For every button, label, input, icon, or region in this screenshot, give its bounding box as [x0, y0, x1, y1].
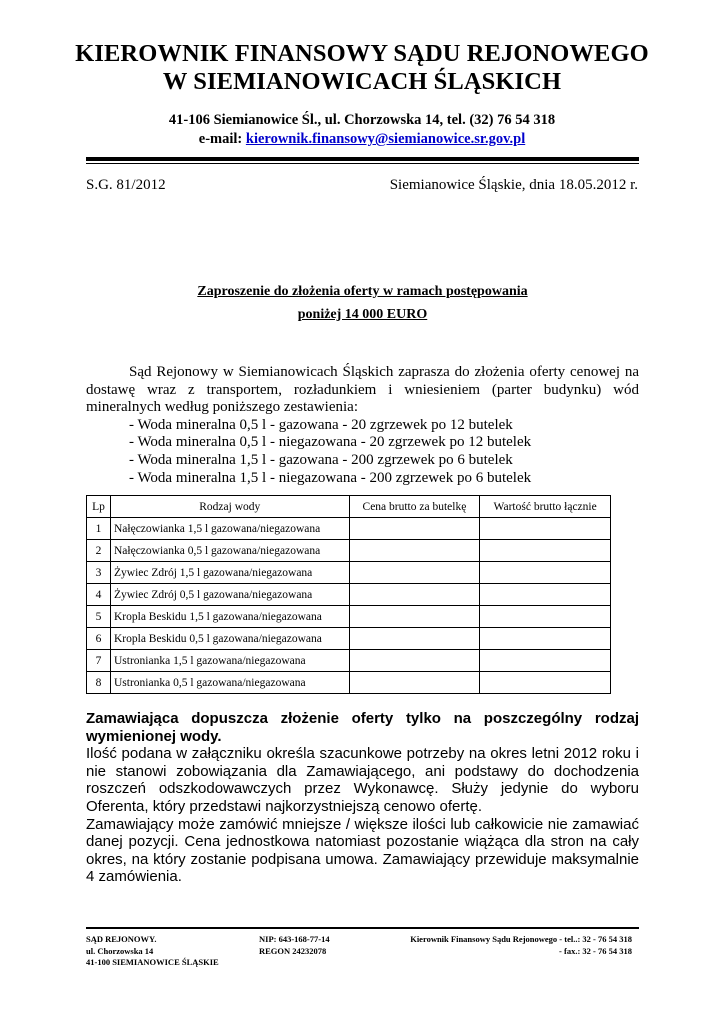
row-water-type: Ustronianka 1,5 l gazowana/niegazowana [110, 650, 349, 672]
table-row [87, 628, 611, 650]
list-item: - Woda mineralna 0,5 l - gazowana - 20 zgrzewek po 12 butelek [129, 416, 513, 433]
header-email-row [40, 130, 684, 149]
place-date: Siemianowice Śląskie, dnia 18.05.2012 r. [389, 177, 638, 193]
row-lp: 6 [87, 628, 111, 650]
terms-section [86, 710, 639, 886]
terms-paragraph-1: Ilość podana w załączniku określa szacunkowe potrzeby na okres letni 2012 roku i nie stanowi zobowiązania dla Zamawiającego, ani podstawy do dochodzenia roszczeń odszkodowawczych przez Wykonawcę. Służy jedynie do wyboru Oferenta, który przedstawi najkorzystniejszą cenowo ofertę. [86, 745, 639, 815]
reference-number: S.G. 81/2012 [86, 177, 166, 193]
footer-fax: - fax.: 32 - 76 54 318 [559, 945, 632, 956]
footer-regon: REGON 24232078 [259, 945, 327, 956]
table-row [87, 540, 611, 562]
header-contact [40, 111, 684, 149]
table-row [87, 518, 611, 540]
page-title [40, 40, 684, 96]
terms-bold-paragraph: Zamawiająca dopuszcza złożenie oferty tylko na poszczególny rodzaj wymienionej wody. [86, 710, 639, 745]
row-total-value[interactable] [480, 606, 611, 628]
row-water-type: Żywiec Zdrój 0,5 l gazowana/niegazowana [110, 584, 349, 606]
header-divider-thin [86, 163, 639, 164]
row-water-type: Kropla Beskidu 0,5 l gazowana/niegazowana [110, 628, 349, 650]
title-line-2: W SIEMIANOWICACH ŚLĄSKICH [162, 68, 562, 95]
intro-section [86, 364, 639, 487]
row-lp: 4 [87, 584, 111, 606]
footer-contact [410, 934, 632, 957]
row-total-value[interactable] [480, 562, 611, 584]
footer-court-name: SĄD REJONOWY. [86, 934, 157, 944]
header-divider-thick [86, 157, 639, 161]
footer-nip: NIP: 643-168-77-14 [259, 934, 330, 944]
row-unit-price[interactable] [349, 518, 480, 540]
footer-phone: Kierownik Finansowy Sądu Rejonowego - tel..: 32 - 76 54 318 [410, 934, 632, 944]
row-total-value[interactable] [480, 672, 611, 694]
footer-divider [86, 927, 639, 929]
row-unit-price[interactable] [349, 562, 480, 584]
list-item: - Woda mineralna 1,5 l - niegazowana - 200 zgrzewek po 6 butelek [129, 469, 532, 486]
row-total-value[interactable] [480, 518, 611, 540]
email-label: e-mail: [198, 131, 246, 147]
footer-address [86, 934, 219, 969]
row-total-value[interactable] [480, 650, 611, 672]
row-unit-price[interactable] [349, 606, 480, 628]
title-line-1: KIEROWNIK FINANSOWY SĄDU REJONOWEGO [75, 40, 649, 67]
subject-line-2: poniżej 14 000 EURO [297, 307, 428, 322]
row-lp: 7 [87, 650, 111, 672]
list-item: - Woda mineralna 1,5 l - gazowana - 200 zgrzewek po 6 butelek [129, 451, 513, 468]
row-lp: 2 [87, 540, 111, 562]
subject-line-1: Zaproszenie do złożenia oferty w ramach postępowania [197, 284, 528, 299]
row-lp: 3 [87, 562, 111, 584]
header-unit-price: Cena brutto za butelkę [349, 496, 480, 518]
list-item: - Woda mineralna 0,5 l - niegazowana - 20 zgrzewek po 12 butelek [129, 434, 532, 451]
row-water-type: Ustronianka 0,5 l gazowana/niegazowana [110, 672, 349, 694]
row-water-type: Nałęczowianka 1,5 l gazowana/niegazowana [110, 518, 349, 540]
row-water-type: Żywiec Zdrój 1,5 l gazowana/niegazowana [110, 562, 349, 584]
header-water-type: Rodzaj wody [110, 496, 349, 518]
row-total-value[interactable] [480, 584, 611, 606]
footer-ids [259, 934, 330, 957]
offer-table [86, 495, 611, 694]
table-row [87, 672, 611, 694]
header-total-value: Wartość brutto łącznie [480, 496, 611, 518]
table-row [87, 606, 611, 628]
row-lp: 8 [87, 672, 111, 694]
row-water-type: Nałęczowianka 0,5 l gazowana/niegazowana [110, 540, 349, 562]
row-total-value[interactable] [480, 540, 611, 562]
header-address: 41-106 Siemianowice Śl., ul. Chorzowska 14, tel. (32) 76 54 318 [168, 112, 556, 128]
order-list [86, 417, 639, 487]
intro-paragraph: Sąd Rejonowy w Siemianowicach Śląskich zaprasza do złożenia oferty cenowej na dostawę wraz z transportem, rozładunkiem i wniesieniem (parter budynku) wód mineralnych według poniższego zestawienia: [86, 364, 639, 416]
table-row [87, 562, 611, 584]
table-row [87, 584, 611, 606]
row-unit-price[interactable] [349, 650, 480, 672]
row-water-type: Kropla Beskidu 1,5 l gazowana/niegazowana [110, 606, 349, 628]
email-link[interactable]: kierownik.finansowy@siemianowice.sr.gov.pl [245, 131, 526, 147]
header-lp: Lp [87, 496, 111, 518]
row-unit-price[interactable] [349, 672, 480, 694]
table-row [87, 650, 611, 672]
footer-street: ul. Chorzowska 14 [86, 945, 154, 956]
row-unit-price[interactable] [349, 540, 480, 562]
terms-paragraph-2: Zamawiający może zamówić mniejsze / większe ilości lub całkowicie nie zamawiać danej pozycji. Cena jednostkowa natomiast pozostanie wiążąca dla stron na cały okres, na który zostanie podpisana umowa. Zamawiający przewiduje maksymalnie 4 zamówienia. [86, 815, 639, 886]
footer-city: 41-100 SIEMIANOWICE ŚLĄSKIE [86, 957, 219, 967]
row-unit-price[interactable] [349, 584, 480, 606]
row-total-value[interactable] [480, 628, 611, 650]
row-unit-price[interactable] [349, 628, 480, 650]
row-lp: 5 [87, 606, 111, 628]
row-lp: 1 [87, 518, 111, 540]
table-header-row [87, 496, 611, 518]
